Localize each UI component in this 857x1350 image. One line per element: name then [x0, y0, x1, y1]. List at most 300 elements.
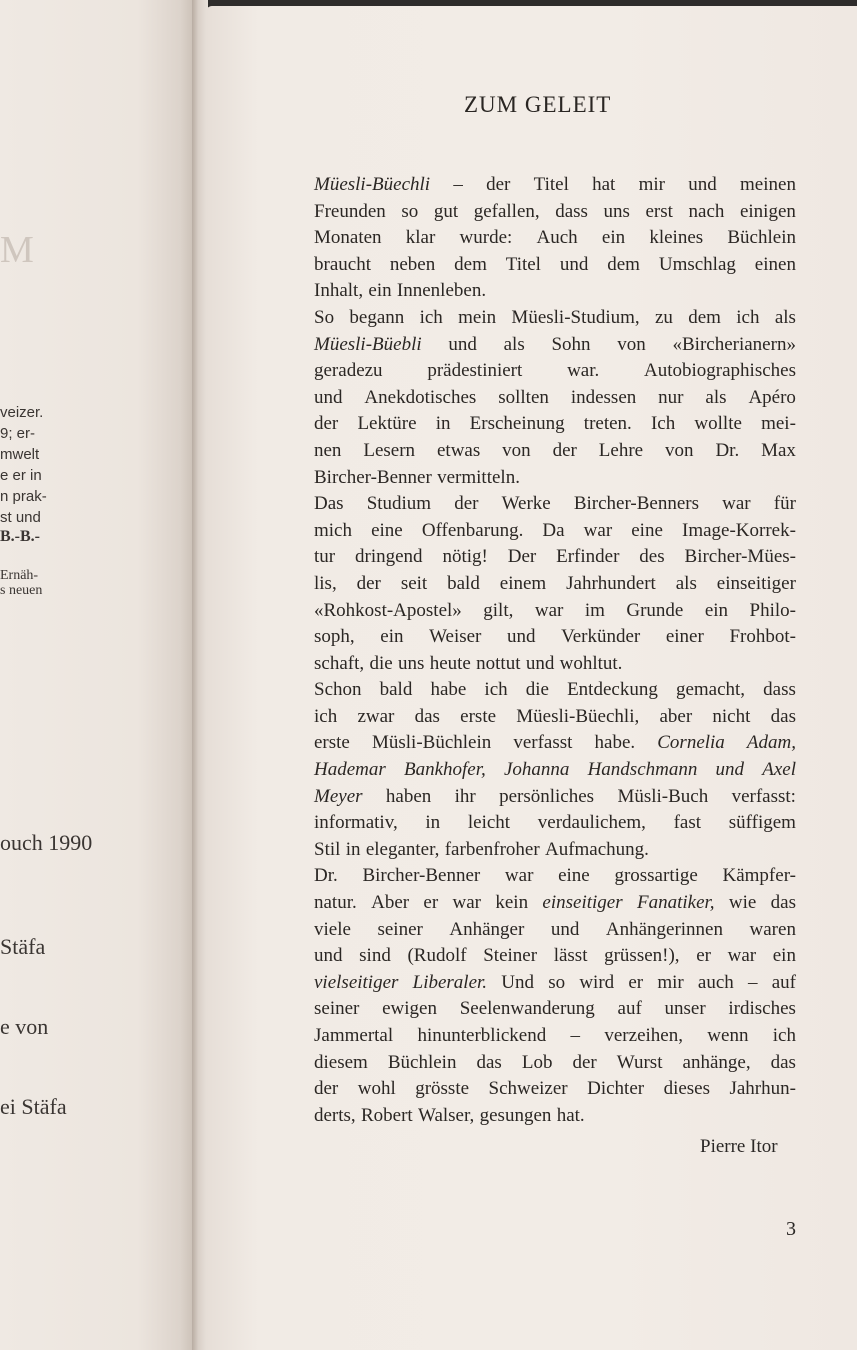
left-page-text-fragment: B.-B.- — [0, 528, 40, 545]
text-line — [314, 730, 796, 757]
word: etwas — [436, 439, 481, 461]
text-line — [314, 438, 796, 465]
word: Büchlein — [387, 1051, 457, 1073]
word: Titel — [505, 253, 541, 275]
word: das — [770, 1051, 796, 1073]
word: begann — [349, 306, 405, 328]
word: Ich — [650, 413, 676, 435]
word: Erfinder — [556, 546, 620, 568]
word: diesem — [314, 1051, 368, 1073]
word: uns — [603, 200, 630, 222]
word: Anekdotisches — [364, 386, 477, 408]
text-line — [314, 411, 796, 438]
word: zwar — [357, 705, 395, 727]
text-line — [314, 624, 796, 651]
text-line — [314, 491, 796, 518]
word: gefallen, — [473, 200, 540, 222]
italic-word: Johanna — [503, 759, 570, 781]
word: geradezu — [314, 360, 383, 382]
word: nötig! — [442, 546, 488, 568]
word: irdisches — [728, 998, 796, 1020]
text-line — [314, 917, 796, 944]
word: mei- — [761, 413, 796, 435]
word: Titel — [533, 174, 569, 195]
word: mir — [657, 971, 684, 993]
text-line — [314, 252, 796, 279]
word: das — [770, 892, 796, 914]
word: kleines — [649, 227, 704, 249]
word: ewigen — [382, 998, 437, 1020]
word: war — [452, 892, 482, 914]
word: Image-Korrek- — [682, 519, 796, 541]
word: mich — [314, 519, 352, 541]
left-page-text-fragment: ouch 1990 — [0, 830, 93, 855]
word: unser — [664, 998, 706, 1020]
text-line — [314, 996, 796, 1023]
word: nach — [688, 200, 725, 222]
word: war — [534, 599, 564, 621]
word: dringend — [355, 546, 423, 568]
word: hinunterblickend — [417, 1025, 547, 1046]
text-line — [314, 278, 796, 305]
word: dass — [555, 200, 588, 222]
word: bald — [379, 679, 413, 701]
word: eine — [631, 519, 663, 541]
word: wird — [579, 971, 615, 993]
word: waren — [749, 918, 796, 940]
word: soph, — [314, 626, 355, 648]
word: erste — [314, 732, 350, 754]
text-line — [314, 225, 796, 252]
word: Walser, — [418, 1104, 475, 1126]
left-page-text-fragment: s neuen — [0, 583, 43, 598]
left-page-text-fragment: e er in — [0, 467, 42, 484]
word: Schon — [314, 679, 362, 701]
text-line — [314, 1103, 796, 1130]
word: Der — [507, 546, 537, 568]
word: derts, — [314, 1104, 356, 1126]
word: ein — [704, 599, 729, 621]
word: Aufmachung. — [544, 838, 649, 860]
word: von — [502, 439, 531, 461]
word: nen — [314, 439, 342, 461]
word: heute — [429, 652, 471, 674]
word: Dichter — [587, 1078, 645, 1100]
word: Kämpfer- — [722, 865, 796, 887]
word: Robert — [361, 1104, 413, 1126]
word: Entdeckung — [567, 679, 658, 701]
word: sind — [359, 945, 391, 967]
left-page-text-fragment: mwelt — [0, 446, 40, 463]
word: Steiner — [483, 945, 538, 967]
word: sollten — [498, 386, 549, 408]
word: bald — [447, 572, 480, 594]
word: kein — [495, 892, 529, 914]
word: habe — [430, 679, 467, 701]
word: vermitteln. — [437, 466, 520, 488]
word: einigen — [739, 200, 796, 222]
left-page-text-fragment: M — [0, 229, 34, 271]
word: so — [548, 971, 566, 993]
text-line — [314, 677, 796, 704]
word: Bircher-Benners — [573, 493, 700, 515]
word: der — [356, 572, 381, 594]
word: des — [639, 546, 665, 568]
word: der — [572, 1051, 597, 1073]
word: leicht — [467, 812, 511, 834]
word: gut — [433, 200, 459, 222]
left-page-text-fragment: 9; er- — [0, 425, 36, 442]
word: nottut — [476, 652, 521, 674]
word: seiner — [377, 918, 423, 940]
page-number: 3 — [786, 1218, 796, 1240]
word: wenn — [707, 1025, 749, 1046]
word: aber — [659, 705, 693, 727]
word: uns — [397, 652, 425, 674]
word: war — [727, 945, 757, 967]
text-line — [314, 385, 796, 412]
word: seit — [400, 572, 428, 594]
word: Studium — [366, 493, 432, 515]
word: er — [628, 971, 644, 993]
word: ich — [314, 705, 338, 727]
text-line — [314, 970, 796, 997]
word: Bircher-Benner — [314, 466, 432, 488]
word: persönliches — [499, 785, 595, 807]
word: das — [414, 705, 440, 727]
word: lis, — [314, 572, 337, 594]
word: Freunden — [314, 200, 386, 222]
word: der — [314, 1078, 339, 1100]
word: hat — [592, 174, 616, 195]
word: das — [476, 1051, 502, 1073]
left-page-text-fragment: veizer. — [0, 404, 44, 421]
word: auf — [617, 998, 642, 1020]
word: das — [770, 705, 796, 727]
word: erste — [460, 705, 497, 727]
word: grossartige — [614, 865, 698, 887]
word: und — [559, 253, 589, 275]
word: (Rudolf — [407, 945, 467, 967]
word: ein — [601, 227, 626, 249]
word: Aber — [371, 892, 410, 914]
text-line — [314, 863, 796, 890]
word: tur — [314, 546, 336, 568]
word: der — [552, 439, 577, 461]
italic-word: Axel — [762, 759, 796, 781]
word: – — [747, 971, 758, 993]
word: Jahrhun- — [729, 1078, 796, 1100]
word: Erscheinung — [469, 413, 565, 435]
word: süffigem — [728, 812, 796, 834]
word: Schweizer — [488, 1078, 568, 1100]
word: grösste — [415, 1078, 470, 1100]
word: Da — [542, 519, 565, 541]
word: Das — [314, 493, 344, 515]
word: Offenbarung. — [421, 519, 524, 541]
word: war — [722, 493, 751, 515]
word: auf — [771, 971, 796, 993]
word: Wurst — [616, 1051, 663, 1073]
word: farbenfroher — [444, 838, 540, 860]
word: als — [705, 386, 727, 408]
text-line — [314, 518, 796, 545]
italic-word: und — [715, 759, 745, 781]
italic-word: Hademar — [314, 759, 386, 781]
word: viele — [314, 918, 351, 940]
word: in — [425, 812, 441, 834]
word: als — [675, 572, 697, 594]
word: einer — [665, 626, 704, 648]
word: Anhängerinnen — [605, 918, 723, 940]
word: war — [504, 865, 534, 887]
word: Lehre — [598, 439, 644, 461]
word: verfasst: — [731, 785, 796, 807]
word: und — [314, 386, 343, 408]
word: dem — [607, 253, 640, 275]
word: wohl — [357, 1078, 396, 1100]
text-line — [314, 943, 796, 970]
word: Weiser — [429, 626, 482, 648]
italic-word: vielseitiger — [314, 971, 399, 993]
word: Müesli-Studium, — [511, 306, 640, 328]
word: «Bircherianern» — [672, 333, 796, 355]
word: informativ, — [314, 812, 398, 834]
text-line — [314, 598, 796, 625]
word: und — [688, 174, 717, 195]
word: in — [345, 838, 361, 860]
word: gilt, — [483, 599, 514, 621]
word: ihr — [454, 785, 476, 807]
word: war — [583, 519, 613, 541]
word: Müsli-Buch — [617, 785, 709, 807]
word: Verkünder — [561, 626, 641, 648]
word: eleganter, — [365, 838, 440, 860]
word: Sohn — [551, 333, 591, 355]
word: von — [665, 439, 694, 461]
word: verdaulichem, — [537, 812, 646, 834]
text-line — [314, 837, 796, 864]
word: schaft, — [314, 652, 365, 674]
word: ein — [772, 945, 796, 967]
word: Bircher-Benner — [362, 865, 481, 887]
left-page-text-fragment: Stäfa — [0, 934, 46, 959]
word: und — [550, 918, 580, 940]
italic-word: Cornelia — [657, 732, 725, 754]
word: dieses — [663, 1078, 710, 1100]
word: natur. — [314, 892, 357, 914]
word: dass — [763, 679, 796, 701]
italic-word: Handschmann — [587, 759, 698, 781]
word: war. — [567, 360, 600, 382]
word: der — [454, 493, 479, 515]
word: im — [584, 599, 605, 621]
word: So — [314, 306, 335, 328]
word: gemacht, — [675, 679, 746, 701]
text-line — [314, 890, 796, 917]
word: Lektüre — [357, 413, 417, 435]
word: als — [503, 333, 525, 355]
word: Lob — [521, 1051, 553, 1073]
text-line — [314, 757, 796, 784]
word: grüssen!), — [604, 945, 680, 967]
word: die — [525, 679, 549, 701]
left-page-text-fragment: ei Stäfa — [0, 1094, 67, 1119]
text-line — [314, 571, 796, 598]
word: anhänge, — [682, 1051, 751, 1073]
word: Dr. — [715, 439, 740, 461]
word: auch — [697, 971, 734, 993]
word: und — [314, 945, 343, 967]
word: ich — [772, 1025, 796, 1046]
word: ich — [736, 306, 760, 328]
word: Büchlein — [727, 227, 796, 249]
left-page-text-fragment: n prak- — [0, 488, 47, 505]
italic-word: Fanatiker, — [636, 892, 715, 914]
word: Innenleben. — [396, 280, 487, 302]
word: und — [506, 626, 536, 648]
word: er — [696, 945, 711, 967]
italic-word: Meyer — [314, 785, 363, 807]
word: Umschlag — [658, 253, 736, 275]
page-title: ZUM GELEIT — [464, 92, 612, 117]
left-page-text-fragment: e von — [0, 1014, 49, 1039]
word: meinen — [740, 174, 796, 195]
word: verfasst — [513, 732, 573, 754]
word: Werke — [501, 493, 551, 515]
word: prädestiniert — [427, 360, 523, 382]
word: Anhänger — [449, 918, 525, 940]
word: «Rohkost-Apostel» — [314, 599, 462, 621]
word: die — [369, 652, 393, 674]
word: Grunde — [626, 599, 684, 621]
word: eine — [558, 865, 590, 887]
word: Müsli-Büchlein — [371, 732, 492, 754]
word: Inhalt, — [314, 280, 364, 302]
word: fast — [673, 812, 702, 834]
italic-word: einseitiger — [542, 892, 623, 914]
text-line — [314, 199, 796, 226]
word: nicht — [712, 705, 751, 727]
word: – — [570, 1025, 581, 1046]
word: in — [435, 413, 451, 435]
word: habe. — [594, 732, 636, 754]
text-line — [314, 1023, 796, 1050]
word: erst — [645, 200, 673, 222]
word: ein — [368, 280, 392, 302]
left-page-text-fragment: st und — [0, 509, 41, 526]
word: Und — [501, 971, 534, 993]
word: wie — [728, 892, 757, 914]
word: Auch — [536, 227, 578, 249]
text-line — [314, 784, 796, 811]
word: von — [617, 333, 646, 355]
word: indessen — [570, 386, 637, 408]
word: haben — [385, 785, 432, 807]
word: Apéro — [748, 386, 796, 408]
text-line — [314, 1050, 796, 1077]
word: einseitiger — [716, 572, 796, 594]
word: Müesli-Büechli, — [516, 705, 640, 727]
word: zu — [655, 306, 673, 328]
word: Monaten — [314, 227, 382, 249]
text-line — [314, 704, 796, 731]
word: Max — [761, 439, 796, 461]
text-line — [314, 358, 796, 385]
word: für — [773, 493, 796, 515]
word: treten. — [583, 413, 632, 435]
word: er — [423, 892, 439, 914]
word: ich — [484, 679, 508, 701]
text-line — [314, 810, 796, 837]
word: und — [448, 333, 477, 355]
italic-word: Müesli-Büebli — [314, 333, 422, 355]
text-line — [314, 544, 796, 571]
left-page-text-fragment: Ernäh- — [0, 568, 39, 583]
word: nur — [658, 386, 684, 408]
word: gesungen — [479, 1104, 552, 1126]
author-signature: Pierre Itor — [700, 1136, 778, 1157]
word: Frohbot- — [729, 626, 796, 648]
word: neben — [389, 253, 436, 275]
italic-word: Müesli-Büechli — [314, 174, 431, 195]
word: einem — [499, 572, 547, 594]
word: wurde: — [459, 227, 513, 249]
word: und — [525, 652, 555, 674]
word: Stil — [314, 838, 341, 860]
word: wohltut. — [559, 652, 623, 674]
word: mein — [458, 306, 497, 328]
text-line — [314, 305, 796, 332]
word: ich — [419, 306, 443, 328]
text-line — [314, 651, 796, 678]
italic-word: Bankhofer, — [403, 759, 486, 781]
word: dem — [688, 306, 721, 328]
left-page — [0, 0, 196, 1350]
word: eine — [371, 519, 403, 541]
text-line — [314, 332, 796, 359]
italic-word: Liberaler. — [412, 971, 488, 993]
word: Autobiographisches — [644, 360, 796, 382]
word: Bircher-Mües- — [684, 546, 796, 568]
word: Philo- — [749, 599, 796, 621]
word: seiner — [314, 998, 360, 1020]
word: klar — [405, 227, 436, 249]
word: Jammertal — [314, 1025, 394, 1046]
text-line — [314, 1076, 796, 1103]
word: Dr. — [314, 865, 338, 887]
word: – — [453, 174, 463, 195]
word: lässt — [553, 945, 588, 967]
word: braucht — [314, 253, 371, 275]
italic-word: Adam, — [746, 732, 796, 754]
word: hat. — [556, 1104, 585, 1126]
text-line — [314, 465, 796, 492]
word: der — [314, 413, 339, 435]
word: verzeihen, — [604, 1025, 683, 1046]
word: wollte — [694, 413, 742, 435]
text-line — [314, 172, 796, 199]
word: mir — [638, 174, 665, 195]
word: dem — [454, 253, 487, 275]
word: Lesern — [363, 439, 416, 461]
word: als — [774, 306, 796, 328]
word: Seelenwanderung — [459, 998, 595, 1020]
word: ein — [380, 626, 404, 648]
word: so — [401, 200, 419, 222]
word: Jahrhundert — [566, 572, 656, 594]
body-text — [314, 172, 796, 1129]
